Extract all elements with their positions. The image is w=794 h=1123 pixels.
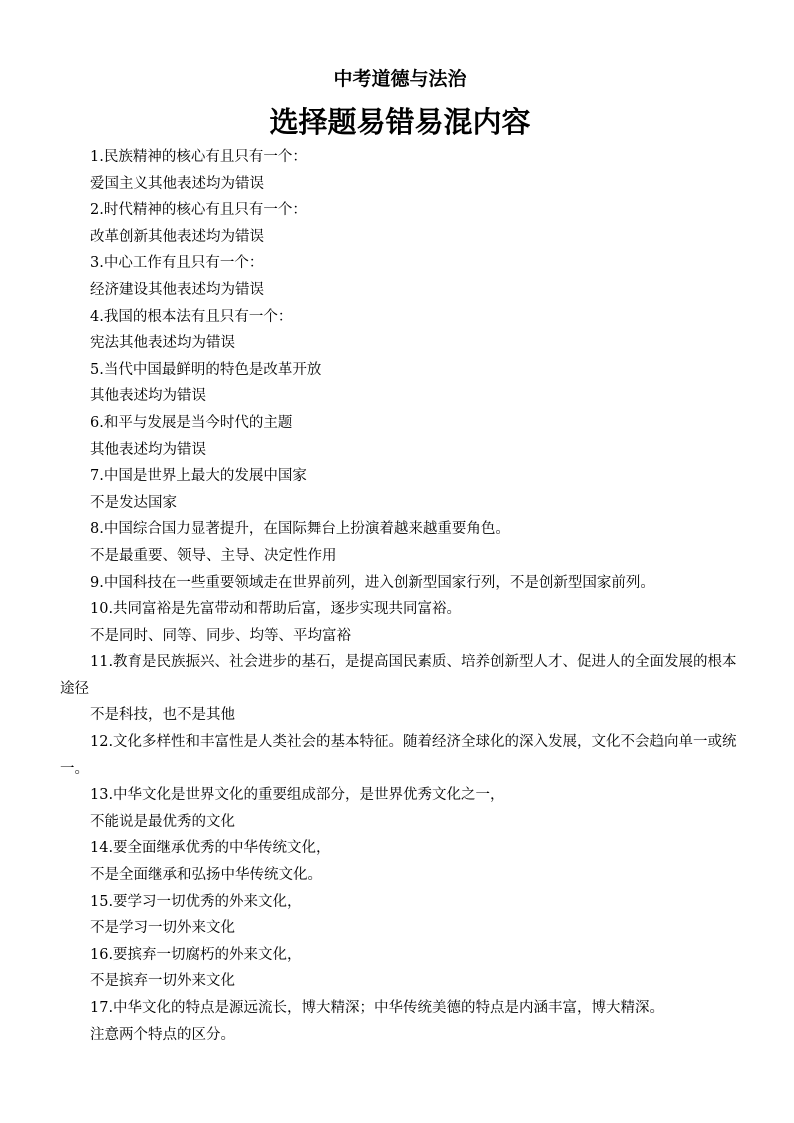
text-line: 6.和平与发展是当今时代的主题	[90, 414, 293, 431]
text-line: 注意两个特点的区分。	[90, 1026, 235, 1043]
text-line: 5.当代中国最鲜明的特色是改革开放	[90, 361, 322, 378]
text-paragraph: 12.文化多样性和丰富性是人类社会的基本特征。随着经济全球化的深入发展，文化不会趋向单一或统一。	[60, 734, 737, 777]
text-line: 15.要学习一切优秀的外来文化，	[90, 893, 302, 910]
text-line: 2.时代精神的核心有且只有一个：	[90, 202, 307, 219]
text-line: 3.中心工作有且只有一个：	[90, 255, 264, 272]
text-line: 16.要摈弃一切腐朽的外来文化，	[90, 946, 302, 963]
text-line: 其他表述均为错误	[90, 441, 206, 458]
text-line: 不是发达国家	[90, 494, 177, 511]
text-line: 其他表述均为错误	[90, 388, 206, 405]
text-line: 7.中国是世界上最大的发展中国家	[90, 468, 307, 485]
text-line: 宪法其他表述均为错误	[90, 335, 235, 352]
text-line: 不是科技，也不是其他	[90, 707, 235, 724]
text-line: 13.中华文化是世界文化的重要组成部分，是世界优秀文化之一，	[90, 787, 505, 804]
document-page	[60, 66, 740, 1048]
text-line: 9.中国科技在一些重要领域走在世界前列，进入创新型国家行列，不是创新型国家前列。	[90, 574, 655, 591]
document-title: 选择题易错易混内容	[269, 105, 531, 139]
text-line: 改革创新其他表述均为错误	[90, 228, 264, 245]
text-line: 不是学习一切外来文化	[90, 920, 235, 937]
text-line: 不是全面继承和弘扬中华传统文化。	[90, 867, 322, 884]
text-line: 不是最重要、领导、主导、决定性作用	[90, 547, 337, 564]
text-line: 10.共同富裕是先富带动和帮助后富，逐步实现共同富裕。	[90, 601, 462, 618]
text-line: 1.民族精神的核心有且只有一个：	[90, 149, 307, 165]
text-line: 14.要全面继承优秀的中华传统文化，	[90, 840, 331, 857]
text-line: 不是摈弃一切外来文化	[90, 973, 235, 990]
document-subtitle: 中考道德与法治	[333, 68, 467, 90]
text-paragraph: 11.教育是民族振兴、社会进步的基石，是提高国民素质、培养创新型人才、促进人的全面发展的根本途径	[60, 654, 737, 697]
text-line: 不是同时、同等、同步、均等、平均富裕	[90, 627, 351, 644]
text-line: 17.中华文化的特点是源远流长，博大精深；中华传统美德的特点是内涵丰富，博大精深。	[90, 1000, 665, 1016]
text-line: 爱国主义其他表述均为错误	[90, 175, 264, 192]
text-line: 不能说是最优秀的文化	[90, 813, 235, 830]
text-line: 4.我国的根本法有且只有一个：	[90, 308, 293, 325]
text-line: 8.中国综合国力显著提升，在国际舞台上扮演着越来越重要角色。	[90, 521, 510, 538]
text-line: 经济建设其他表述均为错误	[90, 281, 264, 298]
